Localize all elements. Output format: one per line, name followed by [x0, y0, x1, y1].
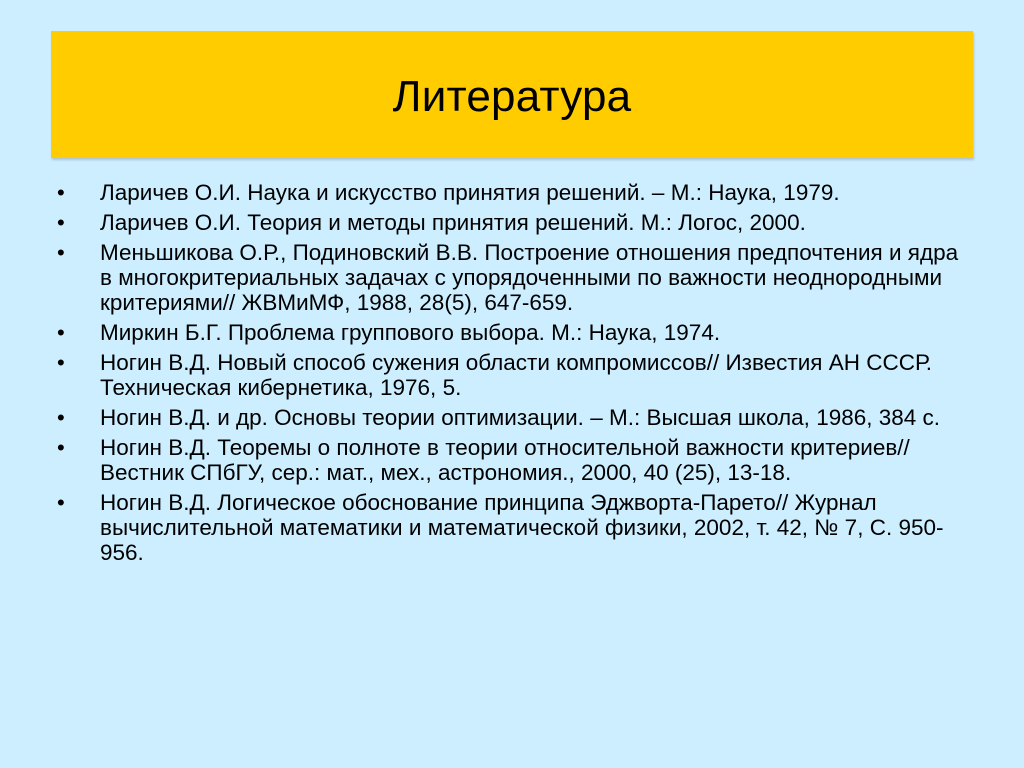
reference-text: Меньшикова О.Р., Подиновский В.В. Построение отношения предпочтения и ядра в многокритериальных задачах с упорядоченными по важности неоднородными критериями// ЖВМиМФ, 1988, 28(5), 647-659.	[100, 240, 959, 315]
reference-item	[55, 435, 970, 485]
reference-item	[55, 180, 970, 205]
bullet-icon: •	[57, 210, 65, 235]
reference-text: Миркин Б.Г. Проблема группового выбора. М.: Наука, 1974.	[100, 320, 721, 345]
reference-text: Ногин В.Д. Новый способ сужения области компромиссов// Известия АН СССР. Техническая кибернетика, 1976, 5.	[100, 350, 932, 400]
reference-text: Ногин В.Д. Теоремы о полноте в теории относительной важности критериев// Вестник СПбГУ, сер.: мат., мех., астрономия., 2000, 40 (25), 13-18.	[100, 435, 910, 485]
bullet-icon: •	[57, 490, 65, 515]
reference-text: Ларичев О.И. Теория и методы принятия решений. М.: Логос, 2000.	[100, 210, 806, 235]
reference-list	[55, 180, 970, 570]
bullet-icon: •	[57, 435, 65, 460]
bullet-icon: •	[57, 350, 65, 375]
bullet-icon: •	[57, 240, 65, 265]
reference-text: Ларичев О.И. Наука и искусство принятия решений. – М.: Наука, 1979.	[100, 180, 840, 205]
title-bar	[51, 31, 973, 158]
reference-item	[55, 350, 970, 400]
bullet-icon: •	[57, 180, 65, 205]
reference-text: Ногин В.Д. и др. Основы теории оптимизации. – М.: Высшая школа, 1986, 384 с.	[100, 405, 941, 430]
bullet-icon: •	[57, 320, 65, 345]
bullet-icon: •	[57, 405, 65, 430]
reference-item	[55, 210, 970, 235]
reference-item	[55, 240, 970, 315]
reference-item	[55, 320, 970, 345]
reference-text: Ногин В.Д. Логическое обоснование принципа Эджворта-Парето// Журнал вычислительной математики и математической физики, 2002, т. 42, № 7, С. 950-956.	[100, 490, 944, 565]
reference-item	[55, 490, 970, 565]
reference-item	[55, 405, 970, 430]
slide-title: Литература	[392, 71, 632, 121]
